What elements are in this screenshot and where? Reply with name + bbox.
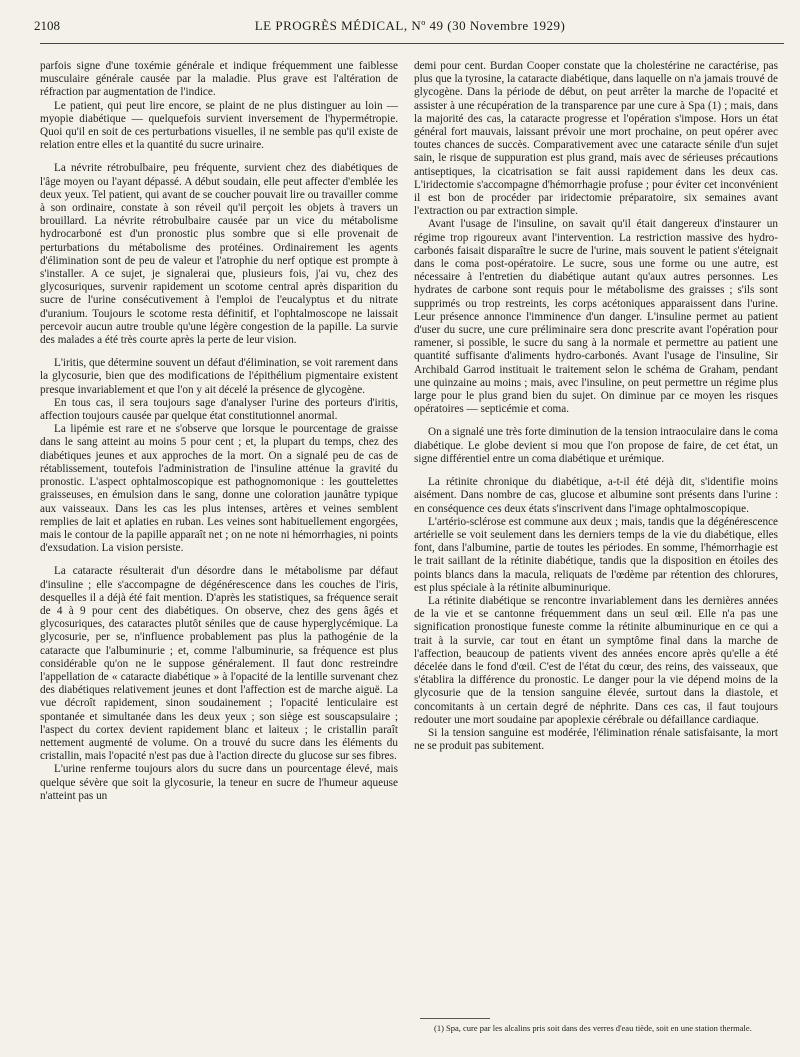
right-column — [414, 60, 778, 1020]
paragraph: Avant l'usage de l'insuline, on savait qu'il était dangereux d'instaurer un régime trop rigoureux avant l'intervention. La restriction massive des hydro-carbonés faisait disparaître le sucre de l'urine, mais souvent le patient s'éteignait dans le coma post-opératoire. Le sucre, sous une forme ou une autre, est nécessaire à l'entretien du diabétique autant qu'aux autres personnes. Les hydrates de carbone sont requis pour le métabolisme des graisses ; s'ils sont supprimés ou trop restreints, les corps acétoniques apparaissent dans l'urine. Leur présence annonce l'imminence d'un danger. L'insuline permet au patient d'user du sucre, une cure préliminaire sera donc prescrite avant l'opération pour ramener, si possible, le sucre du sang à la normale et permettre au patient une quantité suffisante d'aliments hydro-carbonés. Avant l'usage de l'insuline, Sir Archibald Garrod instituait le traitement selon le schéma de Graham, pendant une quinzaine au moins ; mais, avec l'insuline, on peut permettre un régime plus large pour le plus grand bien du sujet. On diminue par ce moyen les risques opératoires — septicémie et coma. — [414, 218, 778, 416]
paragraph: L'iritis, que détermine souvent un défaut d'élimination, se voit rarement dans la glycosurie, bien que des modifications de l'épithélium pigmentaire existent presque invariablement et que l'on y ait décelé la présence de glycogène. — [40, 357, 398, 396]
paragraph: La rétinite diabétique se rencontre invariablement dans les dernières années de la vie et se cantonne fréquemment dans un seul œil. Elle n'a pas une signification pronostique funeste comme la rétinite albuminurique en ce qui a trait à la survie, car tout en étant un symptôme final dans la marche de l'affection, beaucoup de patients vivent des années encore après qu'elle a été décelée dans le fond d'œil. C'est de l'état du cœur, des reins, des vaisseaux, que s'établira la différence du pronostic. Le danger pour la vie dépend moins de la glycosurie que de la tension sanguine élevée, surtout dans la diastole, et concomitants à un certain degré de néphrite. Dans ces cas, il faut toujours redouter une mort soudaine par apoplexie cérébrale ou défaillance cardiaque. — [414, 594, 778, 726]
paragraph: demi pour cent. Burdan Cooper constate que la cholestérine ne caractérise, pas plus que la tyrosine, la cataracte diabétique, dans laquelle on n'a jamais trouvé de glycogène. Dans la période de début, on peut arrêter la marche de l'opacité et assister à une récupération de la transparence par une cure à Spa (1) ; mais, dans la majorité des cas, la cataracte progresse et l'opération s'impose. Hors un état général fort mauvais, laissant prévoir une mort prochaine, on peut opérer avec toutes chances de succès. Comparativement avec une cataracte sénile d'un sujet sain, le risque de suppuration est plus grand, mais avec de sérieuses précautions antiseptiques, la cicatrisation se fait aussi rapidement dans les deux cas. L'iridectomie s'accompagne d'hémorrhagie profuse ; pour éviter cet inconvénient il est bon de procéder par iridectomie préparatoire, six semaines avant l'extraction ou par extraction simple. — [414, 60, 778, 218]
paragraph: L'artério-sclérose est commune aux deux ; mais, tandis que la dégénérescence artérielle se voit seulement dans les derniers temps de la vie du diabétique, elles font, dans l'albumine, partie de toutes les périodes. En somme, l'hémorrhagie est le trait saillant de la rétinite diabétique, tandis que la disposition en étoiles des points blancs dans la macula, reliquats de l'œdème par rétention des chlorures, est plus spéciale à la rétinite albuminurique. — [414, 515, 778, 594]
paragraph: Si la tension sanguine est modérée, l'élimination rénale satisfaisante, la mort ne se produit pas subitement. — [414, 726, 778, 753]
paragraph: On a signalé une très forte diminution de la tension intraoculaire dans le coma diabétique. Le globe devient si mou que l'on propose de faire, de cet état, un signe différentiel entre un coma diabétique et urémique. — [414, 426, 778, 465]
running-title: LE PROGRÈS MÉDICAL, Nº 49 (30 Novembre 1929) — [254, 18, 566, 33]
paragraph: La cataracte résulterait d'un désordre dans le métabolisme par défaut d'insuline ; elle s'accompagne de dégénérescence dans les couches de l'iris, desquelles il a déjà été fait mention. D'après les statistiques, sa fréquence serait de 4 à 9 pour cent des diabétiques. On observe, chez des gens âgés et glycosuriques, des cataractes plutôt séniles que de cause hyperglycémique. La glycosurie, per se, n'influence probablement pas plus la pathogénie de la cataracte que l'albuminurie ; et, comme l'albuminurie, sa fréquence est plus considérable qu'on ne le suppose généralement. Il faut donc restreindre l'appellation de « cataracte diabétique » à l'opacité de la lentille survenant chez des diabétiques relativement jeunes et dont l'affection est de marche aiguë. La vue décroît rapidement, sinon soudainement ; l'opacité lenticulaire est spontanée et simultanée dans les deux yeux ; son siège est souscapsulaire ; l'aspect du cortex devient rapidement blanc et laiteux ; le cristallin paraît nettement augmenté de volume. On a trouvé du sucre dans les éléments du cristallin, mais l'opacité n'est pas due à l'action directe du glucose sur ses fibres. — [40, 565, 398, 763]
footnote-text: (1) Spa, cure par les alcalins pris soit dans des verres d'eau tiède, soit en une station thermale. — [434, 1023, 752, 1033]
paragraph: Le patient, qui peut lire encore, se plaint de ne plus distinguer au loin — myopie diabétique — quelquefois survient inversement de l'hypermétropie. Quoi qu'il en soit de ces perturbations visuelles, il ne semble pas qu'il existe de relation entre elles et la quantité du sucre urinaire. — [40, 99, 398, 152]
paragraph: La névrite rétrobulbaire, peu fréquente, survient chez des diabétiques de l'âge moyen ou l'ayant dépassé. A début soudain, elle peut affecter d'emblée les deux yeux. Tel patient, qui avant de se coucher pouvait lire ou travailler comme à son ordinaire, constate à son réveil qu'il perçoit les objets à travers un brouillard. La névrite rétrobulbaire causée par un vice du métabolisme hydrocarboné est d'un pronostic plus sombre que si elle provenait de perturbations du métabolisme des protéines. Ordinairement les agents d'élimination sont de peu de valeur et l'atrophie du nerf optique est prompte à s'installer. A ce sujet, je signalerai que, plusieurs fois, j'ai vu, chez des glycosuriques, survenir rapidement un scotome central après disparition du sucre de l'urine consécutivement à l'emploi de l'eucalyptus et du nitrate d'uranium. Toujours le scotome resta définitif, et l'ophtalmoscope ne laissait percevoir aucun autre trouble qu'une légère congestion de la papille. La survie des malades a été très courte après la perte de leur vision. — [40, 162, 398, 347]
page-header — [34, 18, 786, 42]
paragraph: La lipémie est rare et ne s'observe que lorsque le pourcentage de graisse dans le sang atteint au moins 5 pour cent ; et, la plupart du temps, chez des diabétiques jeunes et aux approches de la mort. On a signalé peu de cas de rétablissement, toutefois l'administration de l'insuline atténue la gravité du pronostic. L'aspect ophtalmoscopique est pathognomonique : les gouttelettes graisseuses, en émulsion dans le sang, donne une coloration jaunâtre typique aux vaisseaux. Dans les cas les plus intenses, artères et veines semblent remplies de lait et aplaties en ruban. Les veines sont habituellement engorgées, mais le contour de la papille apparaît net ; on ne note ni hémorrhagies, ni points d'exsudation. La vision persiste. — [40, 423, 398, 555]
left-column — [40, 60, 398, 1040]
page-number: 2108 — [34, 18, 60, 33]
footnote-rule — [420, 1018, 490, 1019]
paragraph: La rétinite chronique du diabétique, a-t-il été déjà dit, s'identifie moins aisément. Dans nombre de cas, glucose et albumine sont présents dans l'urine : en conséquence ces deux états s'inscrivent dans l'image ophtalmoscopique. — [414, 476, 778, 515]
paragraph: En tous cas, il sera toujours sage d'analyser l'urine des porteurs d'iritis, affection toujours causée par quelque état constitutionnel anormal. — [40, 396, 398, 423]
paragraph: parfois signe d'une toxémie générale et indique fréquemment une faiblesse musculaire générale causée par la maladie. Plus grave est l'altération de réfraction par augmentation de l'indice. — [40, 60, 398, 99]
header-rule — [40, 43, 784, 44]
footnote — [420, 1023, 780, 1033]
paragraph: L'urine renferme toujours alors du sucre dans un pourcentage élevé, mais quelque sévère que soit la glycosurie, la teneur en sucre de l'humeur aqueuse n'atteint pas un — [40, 763, 398, 802]
